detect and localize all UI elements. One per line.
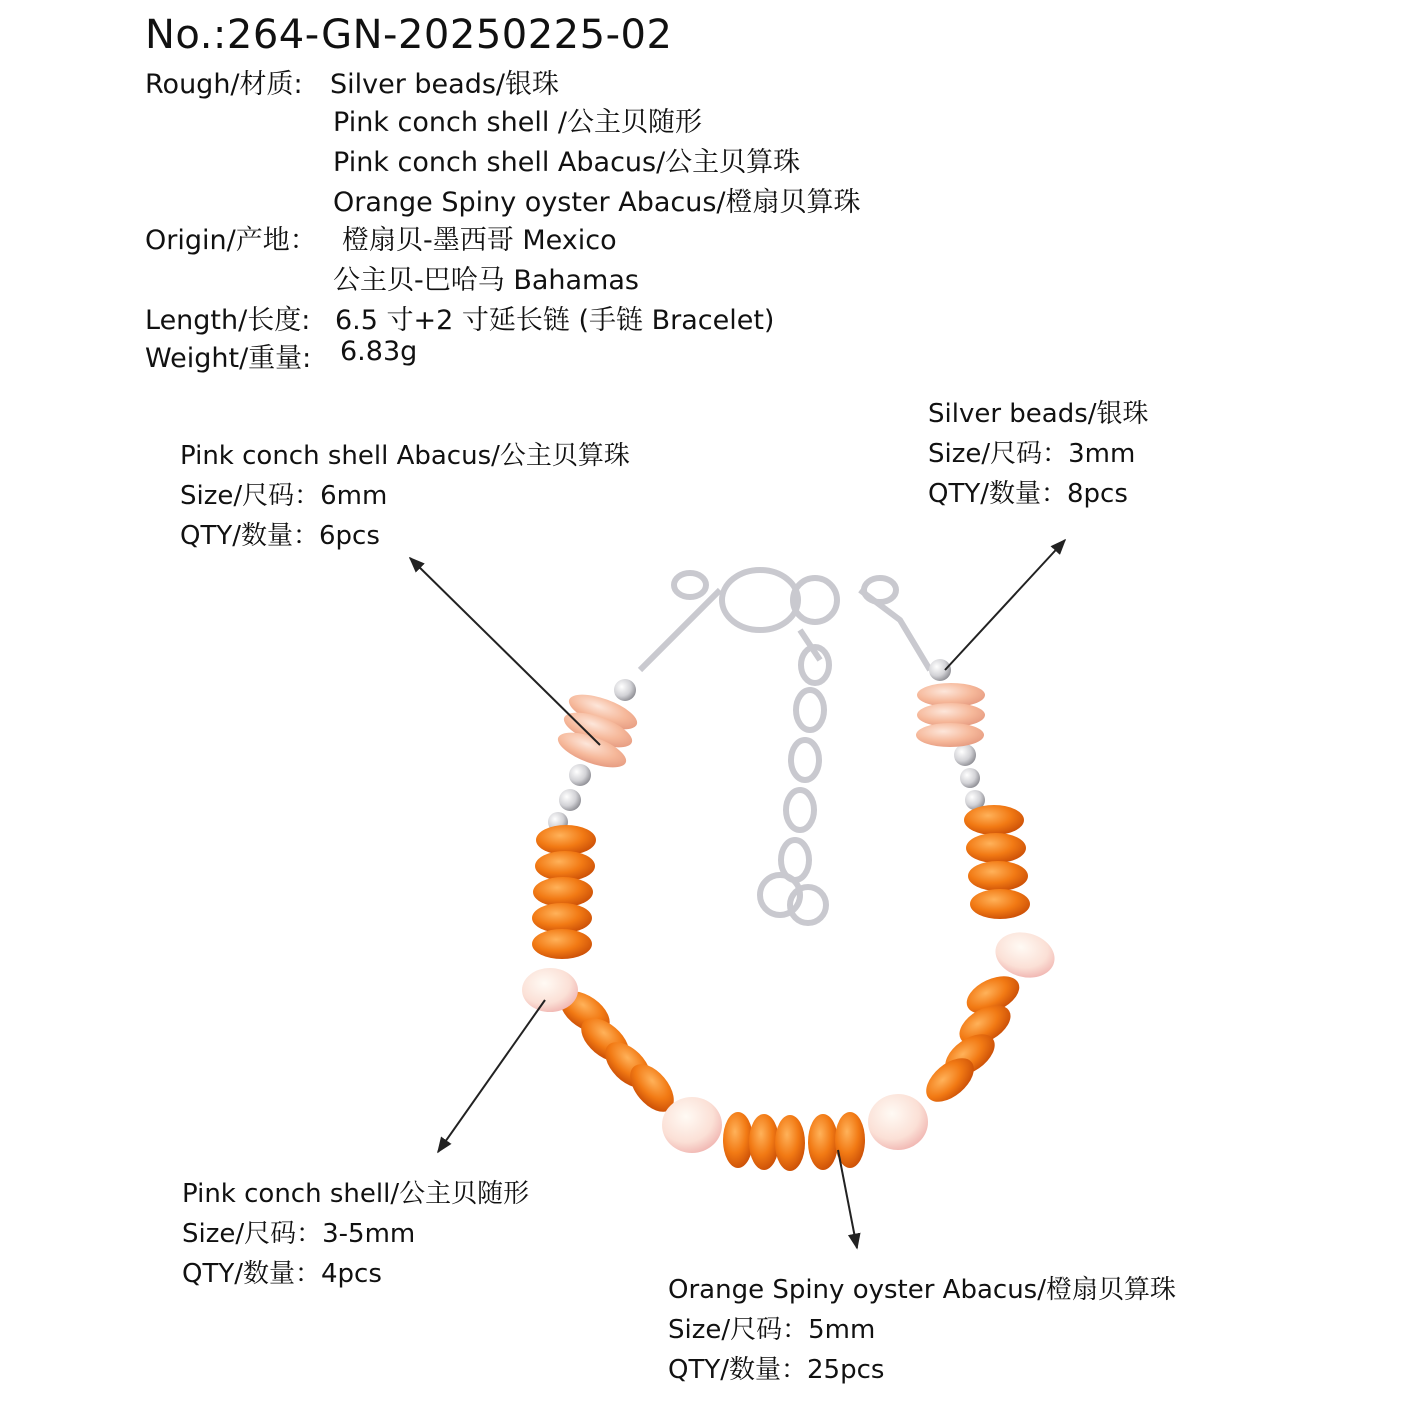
- origin-label: Origin/产地：: [145, 225, 317, 256]
- callout-pink-abacus-name: Pink conch shell Abacus/公主贝算珠: [180, 441, 630, 471]
- length-value: 6.5 寸+2 寸延长链 (手链 Bracelet): [335, 305, 775, 336]
- silver-bead: [960, 768, 980, 788]
- origin-value-1: 橙扇贝-墨西哥 Mexico: [342, 225, 617, 256]
- rough-value-2: Pink conch shell /公主贝随形: [333, 107, 703, 138]
- origin-value-2: 公主贝-巴哈马 Bahamas: [333, 265, 639, 296]
- rough-value-1: Silver beads/银珠: [330, 69, 560, 100]
- callout-silver-size: Size/尺码：3mm: [928, 439, 1136, 469]
- callout-silver-name: Silver beads/银珠: [928, 399, 1149, 429]
- callout-pink-abacus-size: Size/尺码：6mm: [180, 481, 388, 511]
- callout-orange-size: Size/尺码：5mm: [668, 1315, 876, 1345]
- silver-bead: [954, 744, 976, 766]
- callout-pink-baroque-size: Size/尺码：3-5mm: [182, 1219, 416, 1249]
- arrow-silver: [945, 540, 1065, 670]
- weight-value: 6.83g: [340, 336, 418, 367]
- weight-label: Weight/重量:: [145, 343, 312, 374]
- silver-bead: [614, 679, 636, 701]
- silver-bead: [929, 659, 951, 681]
- silver-bead: [559, 789, 581, 811]
- callout-pink-baroque-qty: QTY/数量：4pcs: [182, 1259, 382, 1289]
- product-number: No.:264-GN-20250225-02: [145, 12, 673, 58]
- length-label: Length/长度:: [145, 305, 311, 336]
- clasp-chain: [640, 570, 930, 923]
- arrow-pink-abacus: [410, 558, 600, 745]
- callout-silver-qty: QTY/数量：8pcs: [928, 479, 1128, 509]
- callout-orange-qty: QTY/数量：25pcs: [668, 1355, 885, 1385]
- rough-value-4: Orange Spiny oyster Abacus/橙扇贝算珠: [333, 187, 861, 218]
- arrow-pink-baroque: [438, 1000, 545, 1152]
- callout-pink-abacus-qty: QTY/数量：6pcs: [180, 521, 380, 551]
- rough-label: Rough/材质:: [145, 69, 303, 100]
- rough-value-3: Pink conch shell Abacus/公主贝算珠: [333, 147, 801, 178]
- callout-pink-baroque-name: Pink conch shell/公主贝随形: [182, 1179, 530, 1209]
- silver-bead: [569, 764, 591, 786]
- callout-orange-name: Orange Spiny oyster Abacus/橙扇贝算珠: [668, 1275, 1176, 1305]
